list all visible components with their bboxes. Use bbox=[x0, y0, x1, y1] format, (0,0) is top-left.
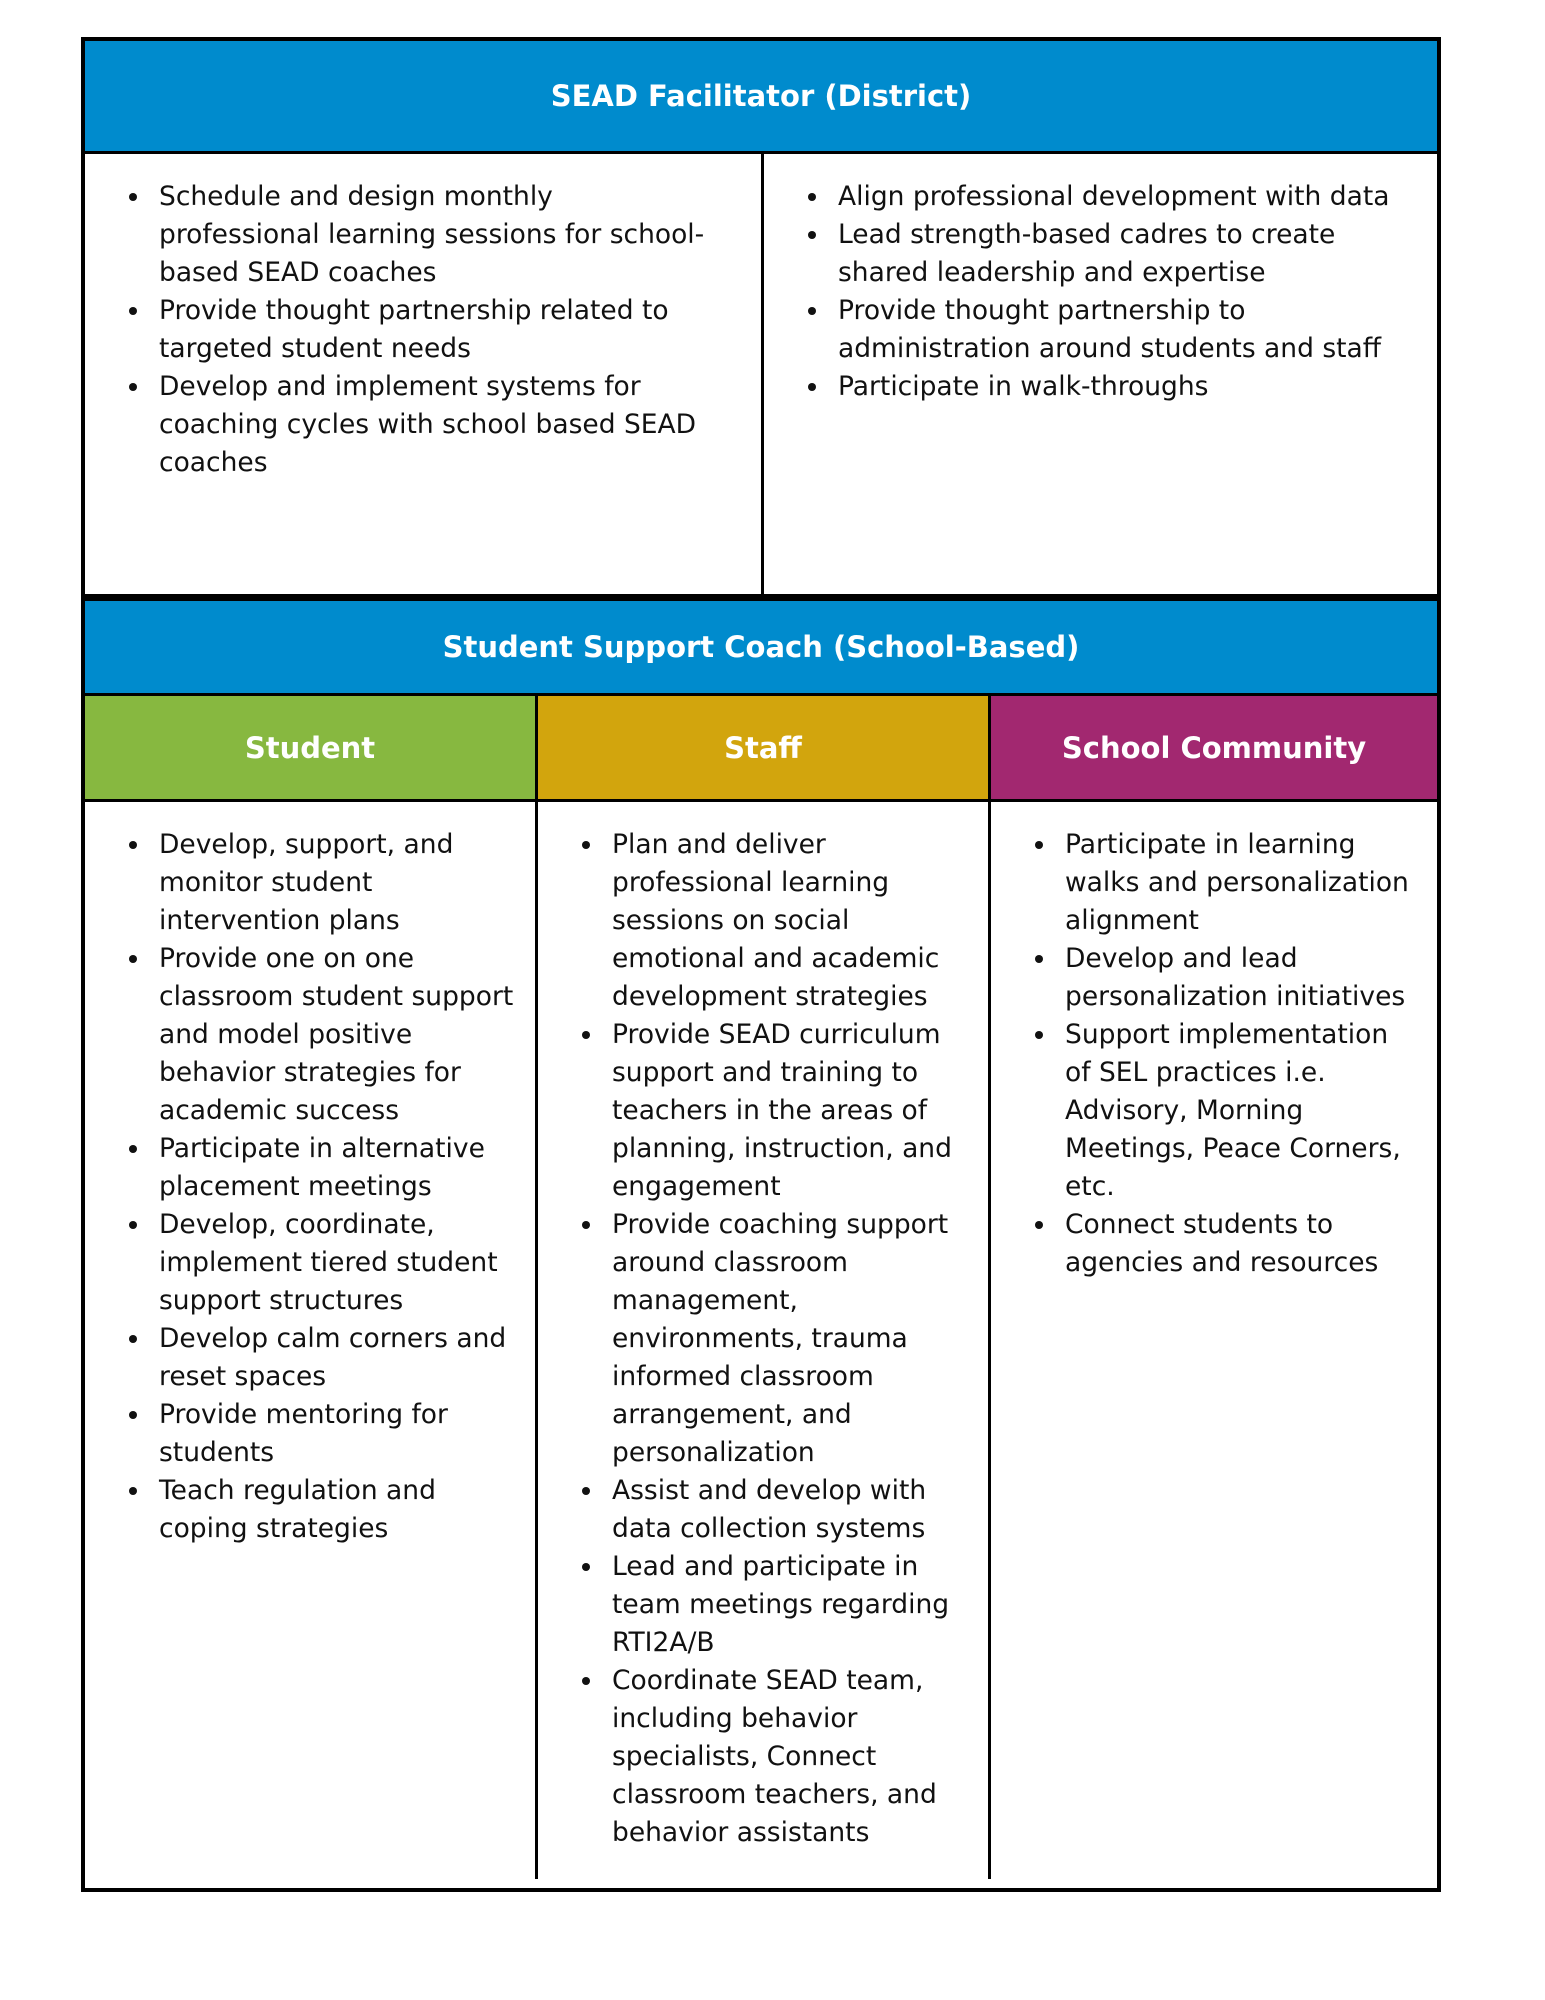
district-right-cell bbox=[764, 154, 1437, 594]
list-item: Participate in alternative placement meetings bbox=[159, 1130, 517, 1206]
staff-column bbox=[538, 802, 991, 1879]
list-item: Lead strength-based cadres to create shared leadership and expertise bbox=[838, 216, 1397, 292]
list-item: Assist and develop with data collection systems bbox=[612, 1472, 970, 1548]
list-item: Schedule and design monthly professional learning sessions for school-based SEAD coaches bbox=[159, 178, 721, 292]
list-item: Provide mentoring for students bbox=[159, 1396, 517, 1472]
list-item: Connect students to agencies and resources bbox=[1065, 1206, 1419, 1282]
list-item: Plan and deliver professional learning sessions on social emotional and academic development strategies bbox=[612, 826, 970, 1016]
school-columns bbox=[85, 802, 1437, 1879]
list-item: Provide SEAD curriculum support and training to teachers in the areas of planning, instruction, and engagement bbox=[612, 1016, 970, 1206]
school-title: Student Support Coach (School-Based) bbox=[442, 630, 1080, 664]
school-header bbox=[85, 594, 1437, 696]
list-item: Develop calm corners and reset spaces bbox=[159, 1320, 517, 1396]
list-item: Provide one on one classroom student support and model positive behavior strategies for academic success bbox=[159, 940, 517, 1130]
school-community-list bbox=[1031, 826, 1419, 1282]
list-item: Align professional development with data bbox=[838, 178, 1397, 216]
list-item: Support implementation of SEL practices i.e. Advisory, Morning Meetings, Peace Corners, etc. bbox=[1065, 1016, 1419, 1206]
school-community-heading: School Community bbox=[991, 696, 1437, 799]
district-header bbox=[85, 41, 1437, 154]
roles-table bbox=[81, 37, 1441, 1892]
list-item: Develop, coordinate, implement tiered student support structures bbox=[159, 1206, 517, 1320]
list-item: Participate in learning walks and personalization alignment bbox=[1065, 826, 1419, 940]
list-item: Develop, support, and monitor student intervention plans bbox=[159, 826, 517, 940]
list-item: Teach regulation and coping strategies bbox=[159, 1472, 517, 1548]
district-left-list bbox=[125, 178, 721, 482]
district-right-list bbox=[804, 178, 1397, 406]
student-list bbox=[125, 826, 517, 1548]
list-item: Participate in walk-throughs bbox=[838, 368, 1397, 406]
list-item: Lead and participate in team meetings regarding RTI2A/B bbox=[612, 1548, 970, 1662]
district-title: SEAD Facilitator (District) bbox=[550, 79, 972, 113]
staff-heading: Staff bbox=[538, 696, 991, 799]
list-item: Provide thought partnership to administration around students and staff bbox=[838, 292, 1397, 368]
district-body bbox=[85, 154, 1437, 594]
list-item: Develop and implement systems for coaching cycles with school based SEAD coaches bbox=[159, 368, 721, 482]
staff-list bbox=[578, 826, 970, 1852]
list-item: Develop and lead personalization initiatives bbox=[1065, 940, 1419, 1016]
school-community-column bbox=[991, 802, 1437, 1879]
student-column bbox=[85, 802, 538, 1879]
district-left-cell bbox=[85, 154, 764, 594]
school-subheaders bbox=[85, 696, 1437, 802]
list-item: Provide thought partnership related to targeted student needs bbox=[159, 292, 721, 368]
list-item: Provide coaching support around classroom management, environments, trauma informed classroom arrangement, and personalization bbox=[612, 1206, 970, 1472]
list-item: Coordinate SEAD team, including behavior specialists, Connect classroom teachers, and behavior assistants bbox=[612, 1662, 970, 1852]
student-heading: Student bbox=[85, 696, 538, 799]
